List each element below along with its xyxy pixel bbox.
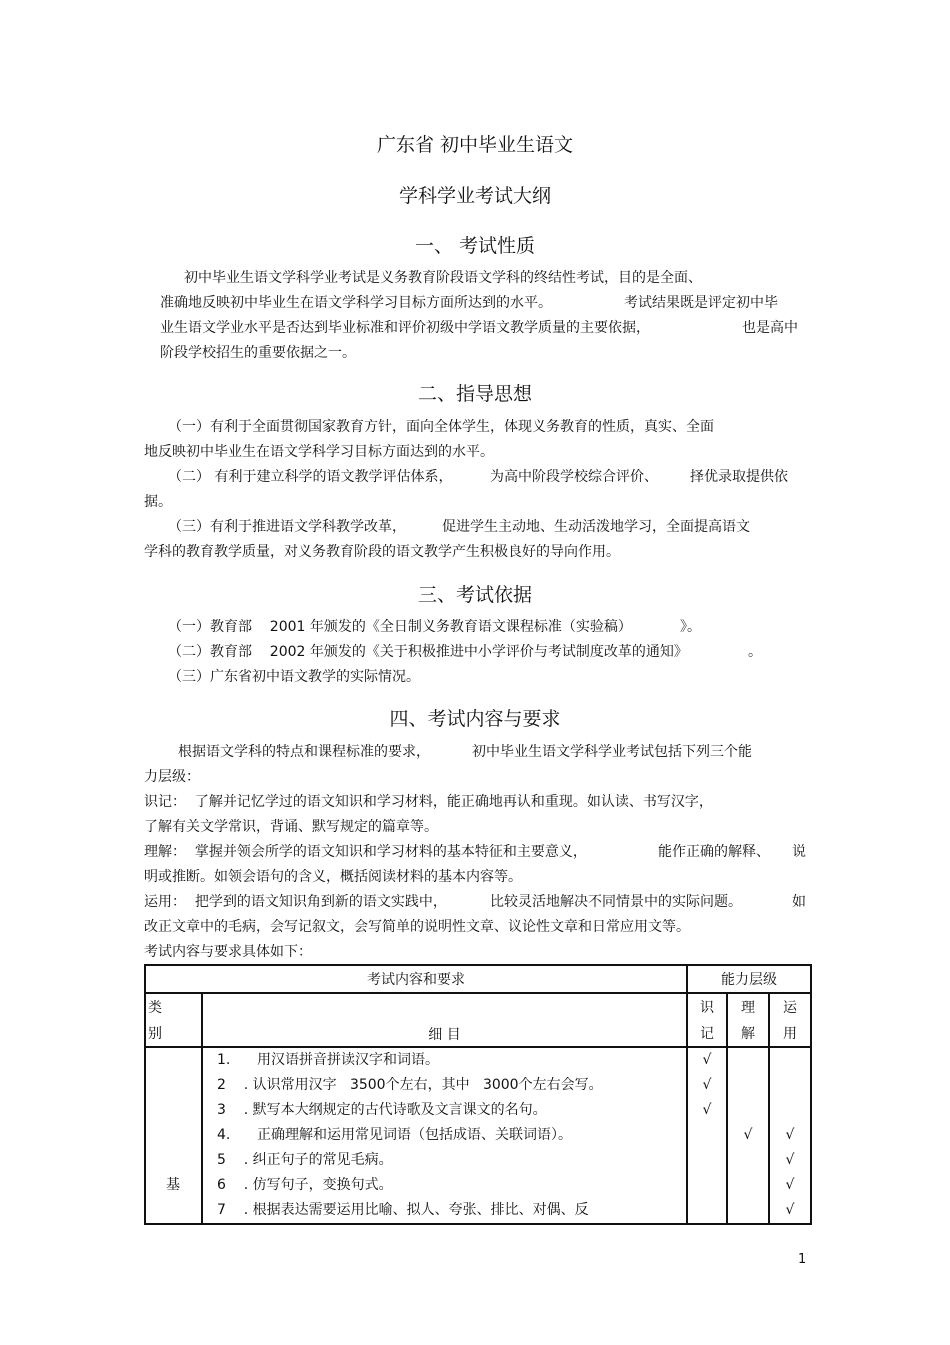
category-label-bottom: 别 (148, 1026, 162, 1042)
paragraph-line: 也是高中 (742, 320, 798, 336)
check-mark (728, 1148, 768, 1173)
category-cell (145, 1047, 202, 1224)
check-mark (688, 1148, 726, 1173)
paragraph-line: 初中毕业生语文学科学业考试包括下列三个能 (472, 744, 752, 760)
paragraph-line: 运用： 把学到的语文知识角到新的语文实践中， (144, 894, 447, 910)
paragraph-line: （一）有利于全面贯彻国家教育方针，面向全体学生，体现义务教育的性质，真实、全面 (168, 419, 714, 435)
check-mark: √ (743, 1127, 753, 1143)
ability-col-header (727, 993, 769, 1047)
section-heading-nature: 一、 考试性质 (414, 235, 536, 257)
paragraph-line: （三）有利于推进语文学科教学改革， (168, 519, 406, 535)
paragraph-line: （一）教育部 2001 年颁发的《全日制义务教育语文课程标准（实验稿） (168, 619, 632, 635)
ability-col-top: 识 (700, 1000, 714, 1016)
check-mark (728, 1098, 768, 1123)
paragraph-line: 力层级： (144, 769, 200, 785)
category-label-top: 类 (148, 1000, 162, 1016)
category-value: 基 (166, 1177, 180, 1193)
check-mark: √ (785, 1202, 795, 1218)
paragraph-line: 识记： 了解并记忆学过的语文知识和学习材料，能正确地再认和重现。如认读、书写汉字， (144, 794, 713, 810)
table-row-item: 2 . 认识常用汉字 3500个左右，其中 3000个左右会写。 (217, 1077, 603, 1093)
requirements-table (144, 964, 812, 1225)
paragraph-line: 据。 (144, 494, 172, 510)
check-mark (770, 1048, 810, 1073)
check-mark (728, 1198, 768, 1223)
check-mark: √ (785, 1127, 795, 1143)
items-cell (202, 1047, 687, 1224)
check-mark: √ (785, 1152, 795, 1168)
paragraph-line: 明或推断。如领会语句的含义，概括阅读材料的基本内容等。 (144, 869, 522, 885)
paragraph-line: （三）广东省初中语文教学的实际情况。 (168, 669, 420, 685)
check-mark (770, 1098, 810, 1123)
table-row-item: 5 . 纠正句子的常见毛病。 (217, 1152, 393, 1168)
table-row-item: 1. 用汉语拼音拼读汉字和词语。 (217, 1052, 440, 1068)
page-number: 1 (798, 1252, 807, 1267)
paragraph-line: 理解： 掌握并领会所学的语文知识和学习材料的基本特征和主要意义， (144, 844, 587, 860)
ability-col-header (687, 993, 727, 1047)
check-mark (688, 1123, 726, 1148)
check-mark: √ (785, 1177, 795, 1193)
paragraph-line: 考试结果既是评定初中毕 (624, 295, 778, 311)
paragraph-line: 择优录取提供依 (690, 469, 788, 485)
check-mark (688, 1173, 726, 1198)
detail-header (202, 993, 687, 1047)
detail-label: 细 目 (428, 1027, 461, 1043)
paragraph-line: 改正文章中的毛病，会写记叙文，会写简单的说明性文章、议论性文章和日常应用文等。 (144, 919, 690, 935)
paragraph-line: 考试内容与要求具体如下： (144, 944, 312, 960)
document-subtitle: 学科学业考试大纲 (398, 185, 551, 207)
ability-col-top: 理 (741, 1000, 755, 1016)
table-row-item: 6 . 仿写句子，变换句式。 (217, 1177, 393, 1193)
paragraph-line: 业生语文学业水平是否达到毕业标准和评价初级中学语文教学质量的主要依据， (160, 320, 650, 336)
paragraph-line: 准确地反映初中毕业生在语文学科学习目标方面所达到的水平。 (160, 295, 552, 311)
table-header-content: 考试内容和要求 (145, 965, 687, 993)
paragraph-line: 能作正确的解释、 (658, 844, 770, 860)
paragraph-line: 促进学生主动地、生动活泼地学习，全面提高语文 (442, 519, 750, 535)
ability-col-top: 运 (783, 1000, 797, 1016)
check-mark: √ (702, 1077, 712, 1093)
check-mark: √ (702, 1052, 712, 1068)
paragraph-line: 》。 (680, 619, 701, 635)
check-mark (728, 1048, 768, 1073)
paragraph-line: 根据语文学科的特点和课程标准的要求， (178, 744, 430, 760)
table-header-ability: 能力层级 (687, 965, 811, 993)
paragraph-line: 为高中阶段学校综合评价、 (490, 469, 658, 485)
check-mark: √ (702, 1102, 712, 1118)
understand-marks-cell (727, 1047, 769, 1224)
memorize-marks-cell (687, 1047, 727, 1224)
document-title: 广东省 初中毕业生语文 (376, 134, 574, 156)
table-row-item: 4. 正确理解和运用常见词语（包括成语、关联词语）。 (217, 1127, 573, 1143)
check-mark (728, 1173, 768, 1198)
check-mark (728, 1073, 768, 1098)
paragraph-line: 初中毕业生语文学科学业考试是义务教育阶段语文学科的终结性考试，目的是全面、 (184, 270, 702, 286)
ability-col-bottom: 记 (700, 1026, 714, 1042)
check-mark (688, 1198, 726, 1223)
paragraph-line: 了解有关文学常识，背诵、默写规定的篇章等。 (144, 819, 438, 835)
ability-col-bottom: 用 (783, 1026, 797, 1042)
paragraph-line: 如 (792, 894, 806, 910)
table-row-item: 7 . 根据表达需要运用比喻、拟人、夸张、排比、对偶、反 (217, 1202, 589, 1218)
paragraph-line: 。 (748, 644, 762, 660)
section-heading-basis: 三、考试依据 (417, 584, 532, 606)
ability-col-bottom: 解 (741, 1026, 755, 1042)
paragraph-line: 地反映初中毕业生在语文学科学习目标方面达到的水平。 (144, 444, 494, 460)
check-mark (770, 1073, 810, 1098)
paragraph-line: 学科的教育教学质量，对义务教育阶段的语文教学产生积极良好的导向作用。 (144, 544, 620, 560)
ability-col-header (769, 993, 811, 1047)
section-heading-guiding: 二、指导思想 (417, 383, 532, 405)
paragraph-line: 比较灵活地解决不同情景中的实际问题。 (490, 894, 742, 910)
table-row-item: 3 . 默写本大纲规定的古代诗歌及文言课文的名句。 (217, 1102, 547, 1118)
paragraph-line: （二）教育部 2002 年颁发的《关于积极推进中小学评价与考试制度改革的通知》 (168, 644, 688, 660)
category-header (145, 993, 202, 1047)
paragraph-line: 说 (792, 844, 806, 860)
paragraph-line: 阶段学校招生的重要依据之一。 (160, 345, 356, 361)
apply-marks-cell (769, 1047, 811, 1224)
paragraph-line: （二） 有利于建立科学的语文教学评估体系， (168, 469, 453, 485)
section-heading-content: 四、考试内容与要求 (389, 708, 561, 730)
